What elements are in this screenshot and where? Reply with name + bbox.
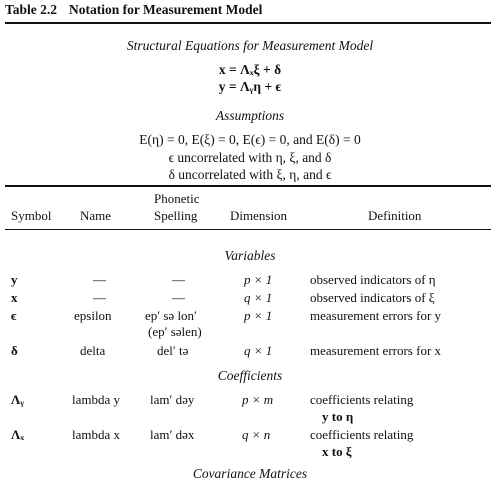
equation-x: x = Λₓξ + δ (218, 62, 282, 77)
table-title-text: Notation for Measurement Model (69, 2, 263, 17)
col-phonetic-2: Spelling (154, 208, 198, 223)
row-delta-definition: measurement errors for x (310, 343, 442, 358)
row-lambda-y-definition-cont: y to η (322, 409, 354, 424)
row-lambda-x-phonetic: lam′ dəx (150, 427, 195, 442)
row-lambda-y-phonetic: lam′ dəy (150, 392, 195, 407)
row-lambda-x-definition-cont: x to ξ (322, 444, 352, 459)
row-lambda-y-dimension: p × m (242, 392, 274, 407)
assumption-epsilon: ϵ uncorrelated with η, ξ, and δ (168, 150, 332, 165)
col-symbol: Symbol (11, 208, 52, 223)
row-lambda-y-definition: coefficients relating (310, 392, 414, 407)
row-lambda-y-symbol: Λᵧ (11, 392, 24, 407)
row-lambda-x-name: lambda x (72, 427, 121, 442)
assumption-delta: δ uncorrelated with ξ, η, and ϵ (168, 167, 332, 182)
row-epsilon-phonetic: ep′ sə lon′ (145, 308, 197, 323)
row-delta-symbol: δ (11, 343, 18, 358)
row-delta-name: delta (80, 343, 106, 358)
section-variables: Variables (224, 248, 276, 263)
assumptions-heading: Assumptions (215, 108, 285, 123)
row-lambda-y-name: lambda y (72, 392, 121, 407)
row-delta-dimension: q × 1 (244, 343, 273, 358)
row-y-dimension: p × 1 (244, 272, 273, 287)
section-covariance: Covariance Matrices (192, 466, 308, 481)
row-x-name: — (93, 290, 106, 305)
row-y-symbol: y (11, 272, 18, 287)
section-coefficients: Coefficients (217, 368, 283, 383)
equation-y: y = Λᵧη + ϵ (218, 79, 282, 94)
row-lambda-x-symbol: Λₓ (11, 427, 25, 442)
row-epsilon-name: epsilon (74, 308, 112, 323)
row-epsilon-definition: measurement errors for y (310, 308, 442, 323)
row-x-dimension: q × 1 (244, 290, 273, 305)
row-y-definition: observed indicators of η (310, 272, 436, 287)
row-y-name: — (93, 272, 106, 287)
row-y-phonetic: — (172, 272, 185, 287)
row-lambda-x-definition: coefficients relating (310, 427, 414, 442)
row-epsilon-dimension: p × 1 (244, 308, 273, 323)
row-x-definition: observed indicators of ξ (310, 290, 435, 305)
row-epsilon-symbol: ϵ (11, 308, 17, 323)
row-lambda-x-dimension: q × n (242, 427, 271, 442)
top-rule (5, 22, 491, 24)
row-delta-phonetic: del′ tə (157, 343, 189, 358)
row-epsilon-phonetic-alt: (ep′ səlen) (148, 324, 202, 339)
col-dimension: Dimension (230, 208, 288, 223)
assumption-expectations: E(η) = 0, E(ξ) = 0, E(ϵ) = 0, and E(δ) = 0 (139, 132, 361, 147)
col-definition: Definition (368, 208, 422, 223)
row-x-symbol: x (11, 290, 18, 305)
header-bottom-rule (5, 229, 491, 230)
table-number: Table 2.2 (5, 2, 58, 17)
header-top-rule (5, 185, 491, 187)
structural-heading: Structural Equations for Measurement Model (126, 38, 374, 53)
col-phonetic-1: Phonetic (154, 191, 200, 206)
col-name: Name (80, 208, 112, 223)
table-title (5, 2, 262, 18)
row-x-phonetic: — (172, 290, 185, 305)
